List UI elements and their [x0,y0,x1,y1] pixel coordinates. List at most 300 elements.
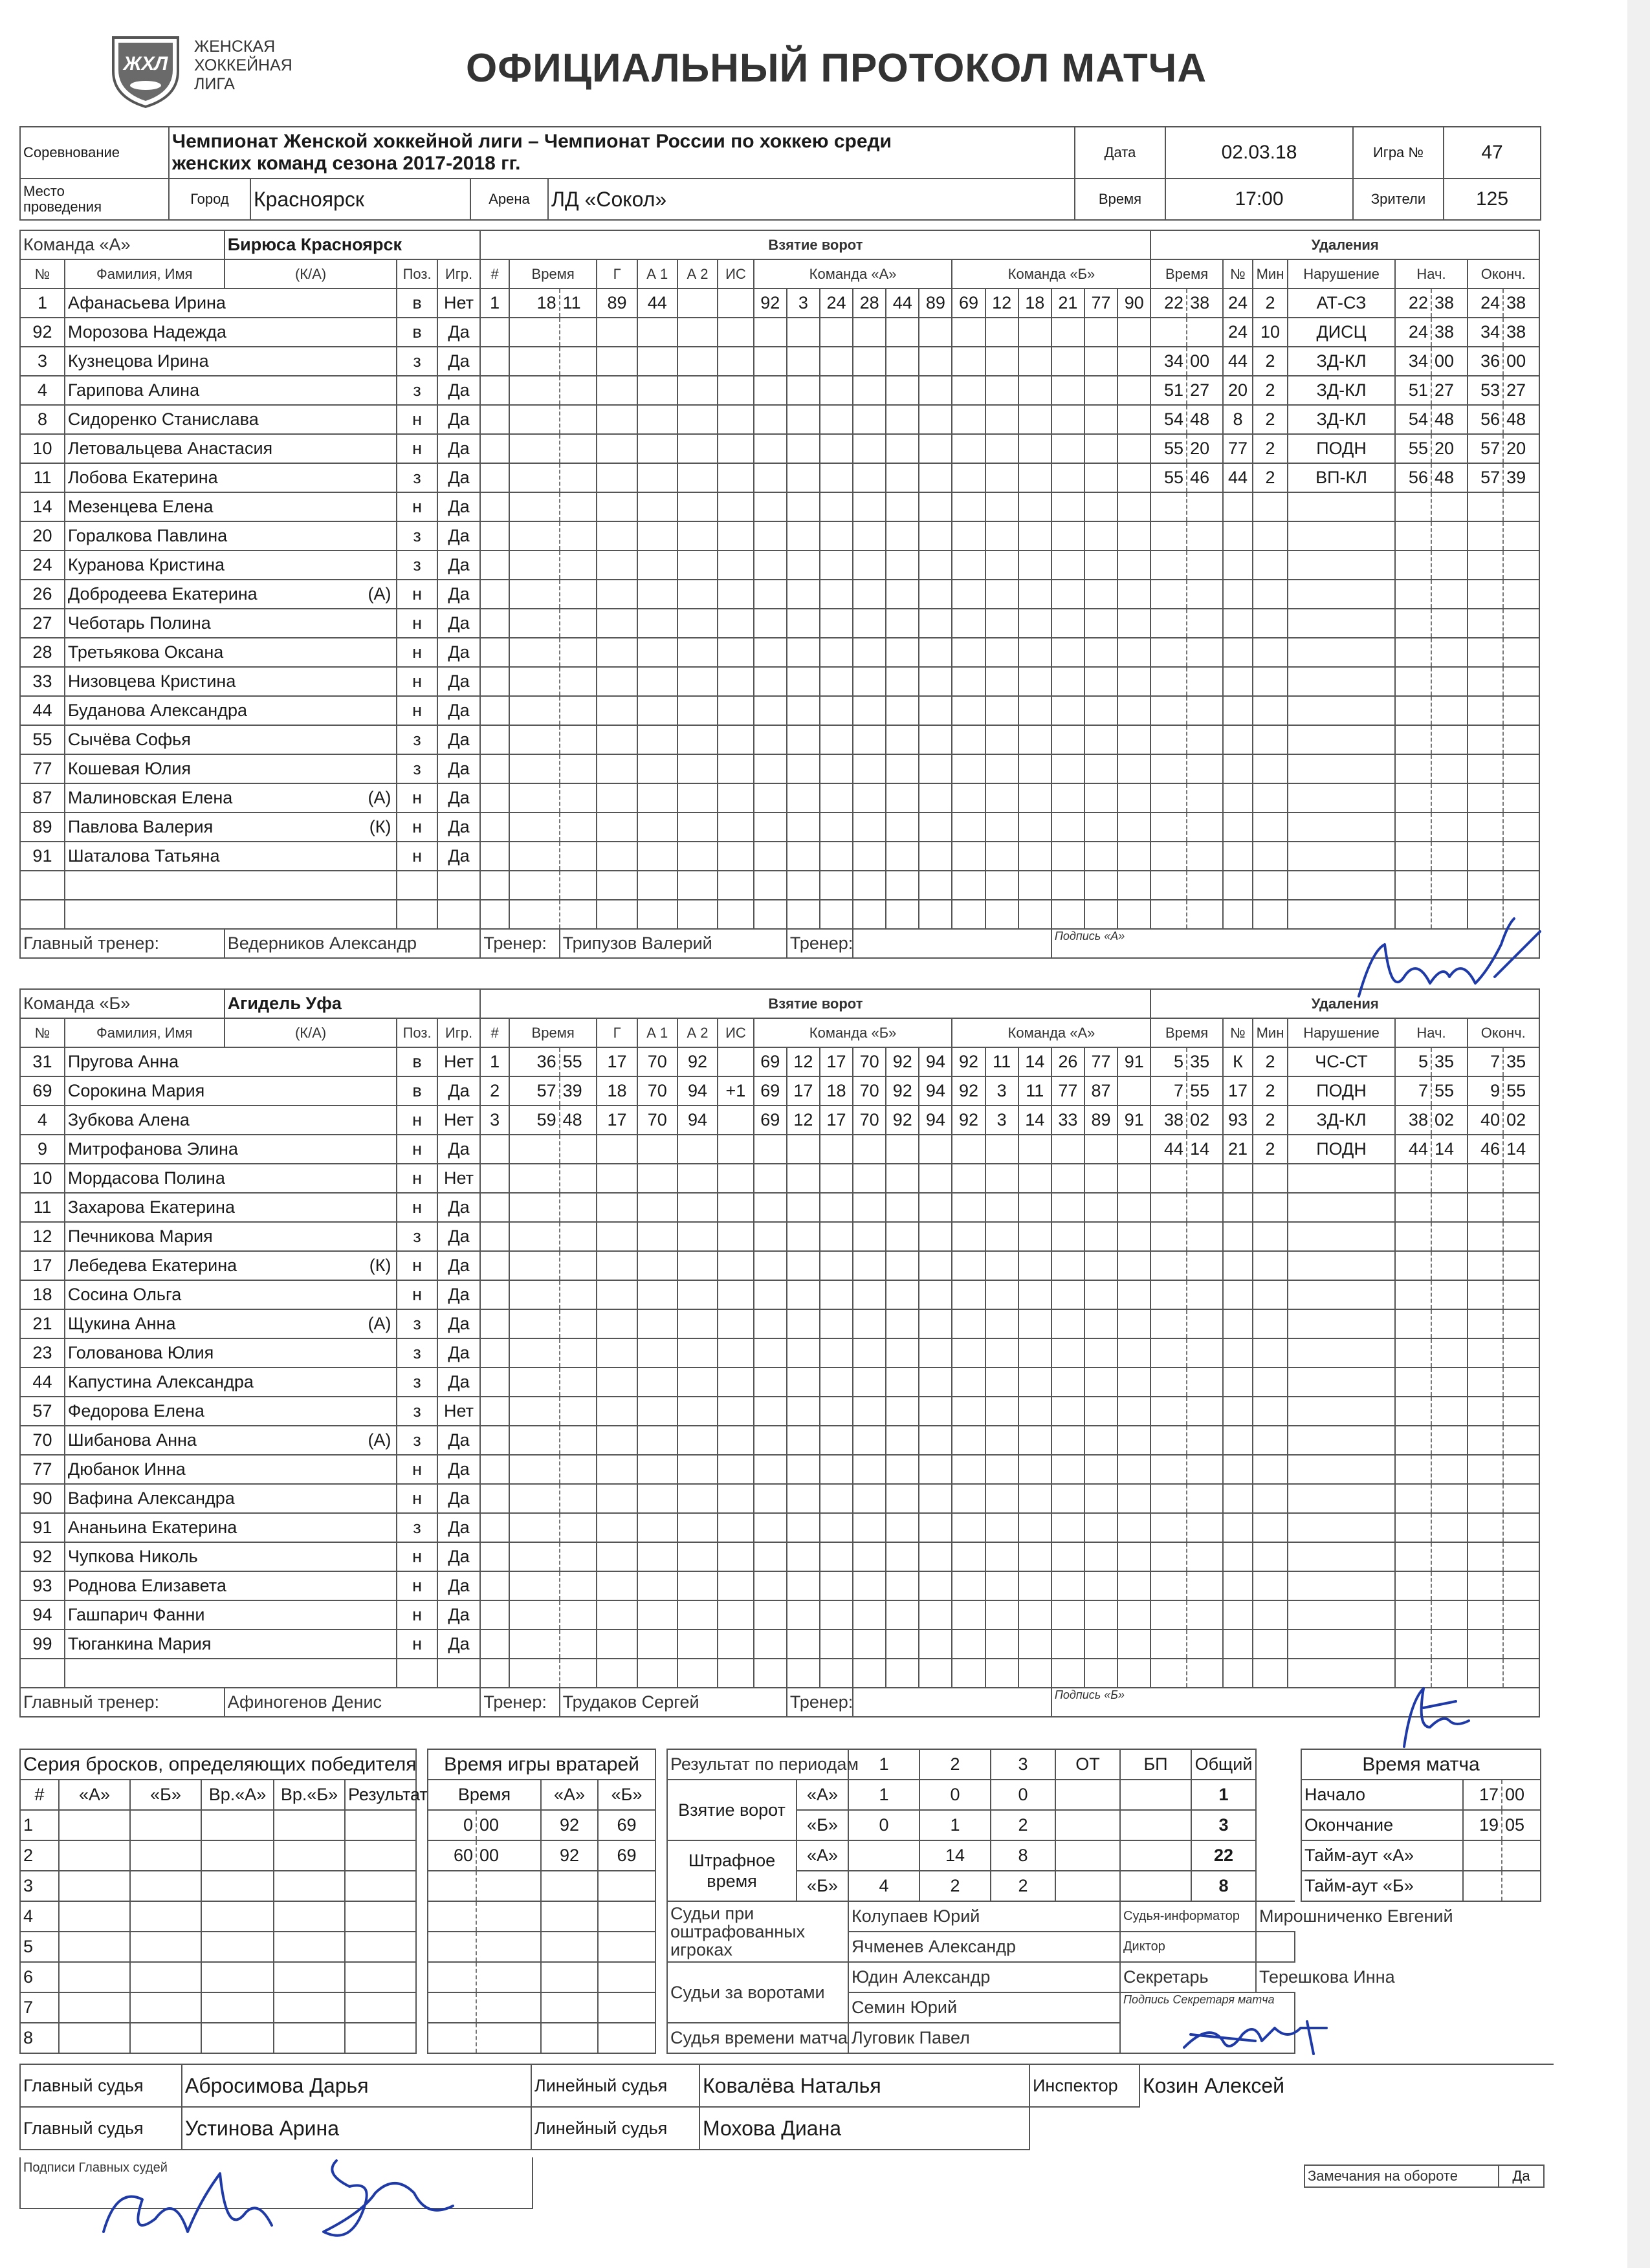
shootout-col: Вр.«Б» [274,1780,345,1810]
spectators-label: Зрители [1353,179,1444,220]
info-judge-name: Мирошниченко Евгений [1256,1901,1295,1932]
goal-number [480,1164,509,1193]
goal-assist2 [677,1309,718,1338]
penalty-time-seconds [1187,521,1223,551]
penalty-violation [1288,1600,1396,1630]
penalty-end-seconds: 55 [1503,1076,1539,1106]
penalty-start-seconds [1431,696,1468,725]
goal-time-seconds [560,1397,597,1426]
penalty-violation [1288,1280,1396,1309]
goalie-b [598,1871,655,1901]
shootout-cell [274,1932,345,1962]
goal-own-player: 69 [754,1106,787,1135]
goal-time-minutes [509,783,560,812]
penalty-player [1223,1338,1253,1368]
goal-own-player [787,1164,820,1193]
penalty-player [1223,1222,1253,1251]
goal-time-seconds: 39 [560,1076,597,1106]
goal-opp-player [1051,1513,1084,1542]
penalty-end-seconds [1503,1513,1539,1542]
goal-opp-player [985,1135,1018,1164]
penalty-violation [1288,1542,1396,1571]
game-number-value: 47 [1444,127,1541,179]
period-value [1055,1871,1120,1901]
match-info-table [19,126,1541,221]
goal-assist2 [677,871,718,900]
col-pen-violation: Нарушение [1288,1018,1396,1047]
shootout-row-number: 6 [20,1962,59,1992]
penalty-player: 20 [1223,376,1253,405]
penalty-end-seconds [1503,1571,1539,1600]
goal-opp-player [985,1222,1018,1251]
player-played: Да [437,638,481,667]
penalty-violation [1288,783,1396,812]
player-name: Шаталова Татьяна [65,842,397,871]
team-b-table [19,988,1540,1717]
goal-number [480,1222,509,1251]
col-assist1: А 1 [637,259,677,289]
penalty-end-minutes [1468,1397,1504,1426]
goal-opp-player [952,1164,985,1193]
goal-own-player [853,376,886,405]
player-name: Чеботарь Полина [65,609,397,638]
competition-value [169,127,1075,179]
player-row [20,376,1539,405]
goal-opp-player: 3 [985,1106,1018,1135]
penalty-time-minutes [1150,1368,1187,1397]
goal-time-seconds [560,754,597,783]
penalty-end-seconds [1503,551,1539,580]
period-title: Результат по периодам [667,1749,848,1780]
goal-opp-player [1117,1193,1150,1222]
penalty-end-seconds: 38 [1503,318,1539,347]
goal-own-player [886,1397,919,1426]
page-edge [1627,0,1650,2268]
goal-time-seconds [560,1135,597,1164]
penalty-time-minutes [1150,1164,1187,1193]
player-role: (А) [368,584,391,604]
player-row [20,609,1539,638]
period-col: 1 [848,1749,919,1780]
goal-own-player [754,434,787,463]
team-label: Команда «А» [20,230,225,259]
time-label: Время [1075,179,1165,220]
penalty-player [1223,754,1253,783]
goal-own-player [919,667,952,696]
goal-own-player [820,347,853,376]
goal-opp-player [1018,842,1051,871]
penalty-start-seconds [1431,1455,1468,1484]
col-goal-number: # [480,1018,509,1047]
goal-assist2 [677,1484,718,1513]
player-name: Шибанова Анна (А) [65,1426,397,1455]
goal-opp-player [1117,1571,1150,1600]
player-row [20,1542,1539,1571]
goal-time-minutes [509,1600,560,1630]
goal-opp-player [952,1222,985,1251]
goal-own-player [754,521,787,551]
goal-opp-player [952,1251,985,1280]
goal-own-player [853,405,886,434]
goal-opp-player [1018,1280,1051,1309]
penalty-minutes: 2 [1253,1135,1287,1164]
goal-own-player [754,1338,787,1368]
goal-scorer [597,1571,637,1600]
goalie-b [598,2023,655,2053]
penalty-end-seconds [1503,1455,1539,1484]
goal-opp-player [985,609,1018,638]
penalty-player [1223,580,1253,609]
goal-opp-player [952,1542,985,1571]
player-name: Кошевая Юлия [65,754,397,783]
player-played: Да [437,1222,481,1251]
penalty-start-minutes [1395,638,1431,667]
goalie-row [428,1871,655,1901]
penalty-minutes: 2 [1253,376,1287,405]
player-number: 28 [20,638,65,667]
goal-own-player [787,1280,820,1309]
goalie-time-minutes [428,1962,476,1992]
goal-opp-player [1018,551,1051,580]
goalie-a [541,1962,598,1992]
goal-assist2 [677,842,718,871]
team-name: Бирюса Красноярск [225,230,481,259]
penalty-player [1223,1280,1253,1309]
goal-opp-player [1084,551,1117,580]
goalie-b [598,1932,655,1962]
period-value: 2 [991,1810,1055,1840]
penalty-start-minutes [1395,1222,1431,1251]
goal-scorer [597,696,637,725]
player-name: Куранова Кристина [65,551,397,580]
goal-own-player: 92 [886,1076,919,1106]
penalty-start-seconds: 20 [1431,434,1468,463]
penalty-start-seconds [1431,1368,1468,1397]
shootout-cell [130,1992,201,2023]
timeout-b-label: Тайм-аут «Б» [1301,1871,1463,1901]
coach-name: Трудаков Сергей [560,1688,787,1717]
remarks-value: Да [1499,2165,1544,2187]
col-pen-minutes: Мин [1253,1018,1287,1047]
penalty-time-seconds: 20 [1187,434,1223,463]
goal-assist2 [677,521,718,551]
goalie-time-minutes [428,1871,476,1901]
goal-opp-player [952,1135,985,1164]
col-pen-start: Нач. [1395,259,1467,289]
goal-time-seconds [560,1513,597,1542]
player-played [437,871,481,900]
penalty-minutes [1253,1251,1287,1280]
goal-situation [718,1397,754,1426]
penalty-time-seconds [1187,1484,1223,1513]
goal-time-minutes [509,1513,560,1542]
penalty-violation [1288,754,1396,783]
goal-opp-player [985,434,1018,463]
goal-scorer [597,1193,637,1222]
goal-own-player [853,609,886,638]
goal-opp-player [1117,1280,1150,1309]
penalty-player [1223,812,1253,842]
player-name: Буданова Александра [65,696,397,725]
penalty-minutes [1253,1193,1287,1222]
goal-own-player [820,638,853,667]
goal-situation [718,1484,754,1513]
goal-time-seconds [560,347,597,376]
goal-opp-player [1084,1630,1117,1659]
player-name: Митрофанова Элина [65,1135,397,1164]
goal-own-player [820,1571,853,1600]
player-played: Да [437,434,481,463]
goal-number [480,405,509,434]
goal-number [480,609,509,638]
goalie-time-minutes [428,1992,476,2023]
goal-scorer [597,376,637,405]
goal-situation [718,871,754,900]
goal-time-minutes [509,1135,560,1164]
penalty-end-minutes [1468,1280,1504,1309]
goal-opp-player [985,376,1018,405]
goal-scorer [597,783,637,812]
penalty-start-seconds [1431,609,1468,638]
goal-own-player: 12 [787,1047,820,1076]
penalty-start-seconds [1431,667,1468,696]
goal-own-player [820,1193,853,1222]
penalty-violation [1288,1630,1396,1659]
player-name: Афанасьева Ирина [65,289,397,318]
goal-opp-player [1117,900,1150,929]
player-name: Сычёва Софья [65,725,397,754]
penalty-violation [1288,609,1396,638]
penalty-player [1223,521,1253,551]
goal-assist2: 94 [677,1076,718,1106]
player-row [20,842,1539,871]
player-position: н [397,1280,437,1309]
goal-own-player [886,1513,919,1542]
goal-own-player [919,521,952,551]
goal-own-player: 70 [853,1076,886,1106]
goal-assist2 [677,1659,718,1688]
goal-situation: +1 [718,1076,754,1106]
penalty-time-minutes [1150,492,1187,521]
shootout-cell [274,2023,345,2053]
goal-time-seconds [560,1571,597,1600]
penalty-time-minutes [1150,1397,1187,1426]
goal-opp-player [1051,842,1084,871]
goal-opp-player [952,1455,985,1484]
goal-scorer [597,463,637,492]
remarks-label: Замечания на обороте [1304,2165,1499,2187]
penalty-violation [1288,1193,1396,1222]
date-value: 02.03.18 [1165,127,1353,179]
period-spacer [1256,1840,1295,1871]
player-position: з [397,463,437,492]
goal-assist1 [637,638,677,667]
penalty-time-seconds [1187,1164,1223,1193]
head-referee-label-1: Главный судья [20,2064,182,2107]
goal-time-minutes [509,696,560,725]
player-number: 10 [20,1164,65,1193]
goal-situation [718,1047,754,1076]
goal-assist2 [677,609,718,638]
goal-scorer [597,842,637,871]
period-value [1055,1840,1120,1871]
player-name: Мезенцева Елена [65,492,397,521]
goal-opp-player [985,1251,1018,1280]
goal-scorer [597,1484,637,1513]
goal-opp-player [1117,812,1150,842]
col-goal-time: Время [509,259,597,289]
goal-opp-player [1084,434,1117,463]
col-assist1: А 1 [637,1018,677,1047]
goal-assist1 [637,347,677,376]
player-played: Да [437,347,481,376]
penalty-end-minutes [1468,871,1504,900]
goal-opp-player [1018,1338,1051,1368]
penalty-end-seconds [1503,1193,1539,1222]
goal-opp-player [1084,812,1117,842]
player-position: н [397,1251,437,1280]
penalty-time-seconds [1187,1309,1223,1338]
penalty-player [1223,1630,1253,1659]
goal-situation [718,1338,754,1368]
penalty-start-seconds [1431,1484,1468,1513]
goal-own-player [787,521,820,551]
goal-time-seconds [560,405,597,434]
player-name: Кузнецова Ирина [65,347,397,376]
goal-own-player [787,492,820,521]
period-value [1120,1871,1191,1901]
penalty-player [1223,1659,1253,1688]
goal-opp-player: 14 [1018,1047,1051,1076]
goal-own-player [919,492,952,521]
goal-own-player [919,842,952,871]
goal-opp-player: 11 [1018,1076,1051,1106]
goal-opp-player [952,609,985,638]
goal-own-player [853,1338,886,1368]
goal-opp-player [1018,1309,1051,1338]
shootout-row-number: 3 [20,1871,59,1901]
goalie-a [541,1932,598,1962]
goal-own-player [853,638,886,667]
goal-time-seconds [560,1338,597,1368]
shootout-cell [345,1810,416,1840]
goal-number [480,900,509,929]
penalty-violation: ПОДН [1288,434,1396,463]
penalty-time-minutes: 5 [1150,1047,1187,1076]
goal-own-player: 94 [919,1106,952,1135]
goal-own-player [787,580,820,609]
goal-own-player [853,434,886,463]
match-end-row [1301,1810,1541,1840]
player-played: Да [437,376,481,405]
player-number: 27 [20,609,65,638]
player-position: з [397,1397,437,1426]
penalty-time-minutes: 55 [1150,434,1187,463]
penalty-minutes: 2 [1253,1076,1287,1106]
penalty-end-seconds [1503,783,1539,812]
player-row [20,492,1539,521]
goal-own-player [886,1426,919,1455]
player-row [20,638,1539,667]
penalty-minutes [1253,580,1287,609]
goal-opp-player [952,376,985,405]
goal-own-player [754,1135,787,1164]
player-position [397,871,437,900]
player-position: з [397,1309,437,1338]
goal-own-player [853,1426,886,1455]
goal-opp-player [985,551,1018,580]
goal-own-player [886,783,919,812]
referee-spacer [1029,2107,1554,2150]
goal-own-player [754,1630,787,1659]
goal-opp-player [1018,1222,1051,1251]
shootout-cell [59,1840,130,1871]
col-assist2: А 2 [677,259,718,289]
penalty-start-seconds [1431,812,1468,842]
goal-own-player [919,318,952,347]
penalty-minutes: 2 [1253,434,1287,463]
goal-own-player: 3 [787,289,820,318]
goal-own-player [754,1251,787,1280]
goal-assist1 [637,1397,677,1426]
goal-opp-player [952,1659,985,1688]
penalty-start-minutes [1395,696,1431,725]
penalty-end-minutes [1468,521,1504,551]
goalie-col-b: «Б» [598,1780,655,1810]
player-row [20,289,1539,318]
goal-assist1 [637,667,677,696]
goal-own-player [886,1251,919,1280]
player-row [20,1484,1539,1513]
goal-assist1 [637,1571,677,1600]
head-coach-label: Главный тренер: [20,1688,225,1717]
goal-time-minutes [509,1193,560,1222]
match-time-table [1301,1749,1541,1902]
goal-own-player [787,434,820,463]
goal-situation [718,1659,754,1688]
goal-opp-player [952,842,985,871]
goal-time-minutes [509,842,560,871]
player-row [20,1135,1539,1164]
goal-opp-player [1018,696,1051,725]
penalty-violation: АТ-СЗ [1288,289,1396,318]
goal-opp-player [1051,1222,1084,1251]
penalty-start-minutes [1395,1251,1431,1280]
goal-scorer [597,638,637,667]
penalty-end-minutes [1468,1513,1504,1542]
shootout-cell [201,1932,274,1962]
goal-own-player [853,812,886,842]
goal-own-player [919,871,952,900]
shootout-cell [345,1932,416,1962]
goal-opp-player [1051,580,1084,609]
col-assist2: А 2 [677,1018,718,1047]
penalty-end-minutes [1468,812,1504,842]
penalty-time-minutes [1150,783,1187,812]
period-value [1120,1810,1191,1840]
goal-opp-player [952,492,985,521]
penalty-time-minutes: 38 [1150,1106,1187,1135]
penalty-minutes [1253,725,1287,754]
period-row [667,1780,1295,1810]
goal-scorer [597,667,637,696]
goal-assist2 [677,1135,718,1164]
penalty-minutes [1253,1368,1287,1397]
goal-situation [718,434,754,463]
goal-own-player [886,1280,919,1309]
goal-opp-player [952,551,985,580]
goal-time-seconds [560,1455,597,1484]
